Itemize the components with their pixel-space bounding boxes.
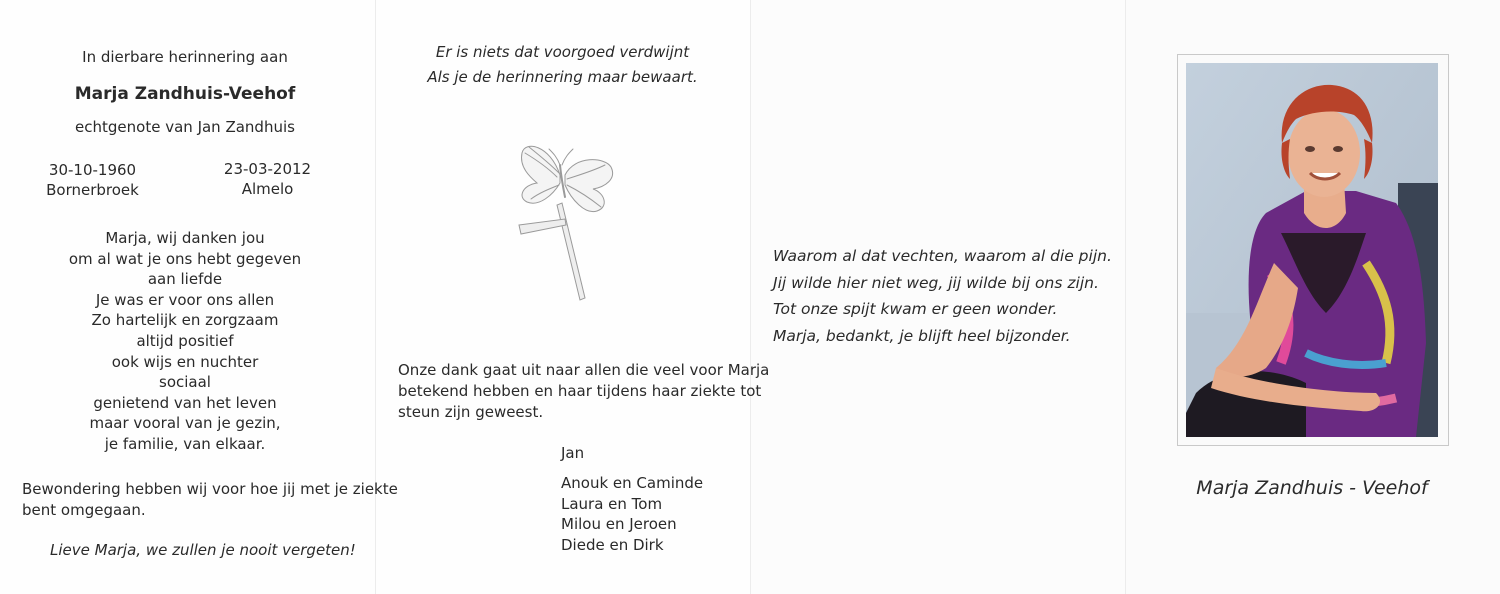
verse-line: Tot onze spijt kwam er geen wonder. xyxy=(773,300,1058,318)
fold-line xyxy=(1125,0,1126,594)
poem-line: om al wat je ons hebt gegeven xyxy=(68,249,302,268)
list-item: Milou en Jeroen xyxy=(561,515,677,533)
deceased-name: Marja Zandhuis-Veehof xyxy=(74,84,296,104)
quote-line: Er is niets dat voorgoed verdwijnt xyxy=(435,43,690,61)
admiration-line: bent omgegaan. xyxy=(22,501,146,519)
thanks-line: Onze dank gaat uit naar allen die veel voor Marja xyxy=(398,361,770,379)
poem-line: sociaal xyxy=(159,373,211,392)
list-item: Laura en Tom xyxy=(561,494,663,513)
death-date: 23-03-2012 xyxy=(223,160,312,178)
admiration-line: Bewondering hebben wij voor hoe jij met je ziekte xyxy=(22,480,398,498)
verse-line: Marja, bedankt, je blijft heel bijzonder. xyxy=(773,326,1071,345)
farewell-line: Lieve Marja, we zullen je nooit vergeten! xyxy=(50,541,356,559)
list-item: Diede en Dirk xyxy=(561,535,664,554)
verse-line: Waarom al dat vechten, waarom al die pijn. xyxy=(773,247,1112,265)
fold-line xyxy=(750,0,751,594)
list-item: Anouk en Caminde xyxy=(561,474,704,492)
quote-line: Als je de herinnering maar bewaart. xyxy=(427,68,698,86)
birth-date: 30-10-1960 xyxy=(48,161,137,179)
poem-line: Je was er voor ons allen xyxy=(95,290,275,309)
children-list xyxy=(561,473,703,555)
portrait-photo xyxy=(1186,63,1438,437)
fold-line xyxy=(375,0,376,594)
thanks-line: betekend hebben en haar tijdens haar ziekte tot xyxy=(398,382,762,400)
portrait-caption: Marja Zandhuis - Veehof xyxy=(1196,477,1428,499)
poem-line: genietend van het leven xyxy=(93,393,277,412)
poem-line: Marja, wij danken jou xyxy=(105,229,265,247)
poem-line: altijd positief xyxy=(136,331,234,350)
spouse-line: echtgenote van Jan Zandhuis xyxy=(75,118,295,136)
poem-line: Zo hartelijk en zorgzaam xyxy=(91,311,279,330)
birth-place: Bornerbroek xyxy=(46,181,139,199)
poem-line: aan liefde xyxy=(147,270,223,289)
verse xyxy=(773,243,1112,349)
poem-line: ook wijs en nuchter xyxy=(111,352,259,371)
butterfly-cross-illustration xyxy=(505,135,625,305)
death-place: Almelo xyxy=(241,180,294,198)
poem xyxy=(0,228,370,455)
signer-name: Jan xyxy=(561,444,585,462)
intro-text: In dierbare herinnering aan xyxy=(82,48,288,66)
poem-line: je familie, van elkaar. xyxy=(104,434,266,453)
thanks-line: steun zijn geweest. xyxy=(398,403,544,421)
poem-line: maar vooral van je gezin, xyxy=(89,414,281,433)
verse-line: Jij wilde hier niet weg, jij wilde bij ons zijn. xyxy=(773,273,1099,292)
